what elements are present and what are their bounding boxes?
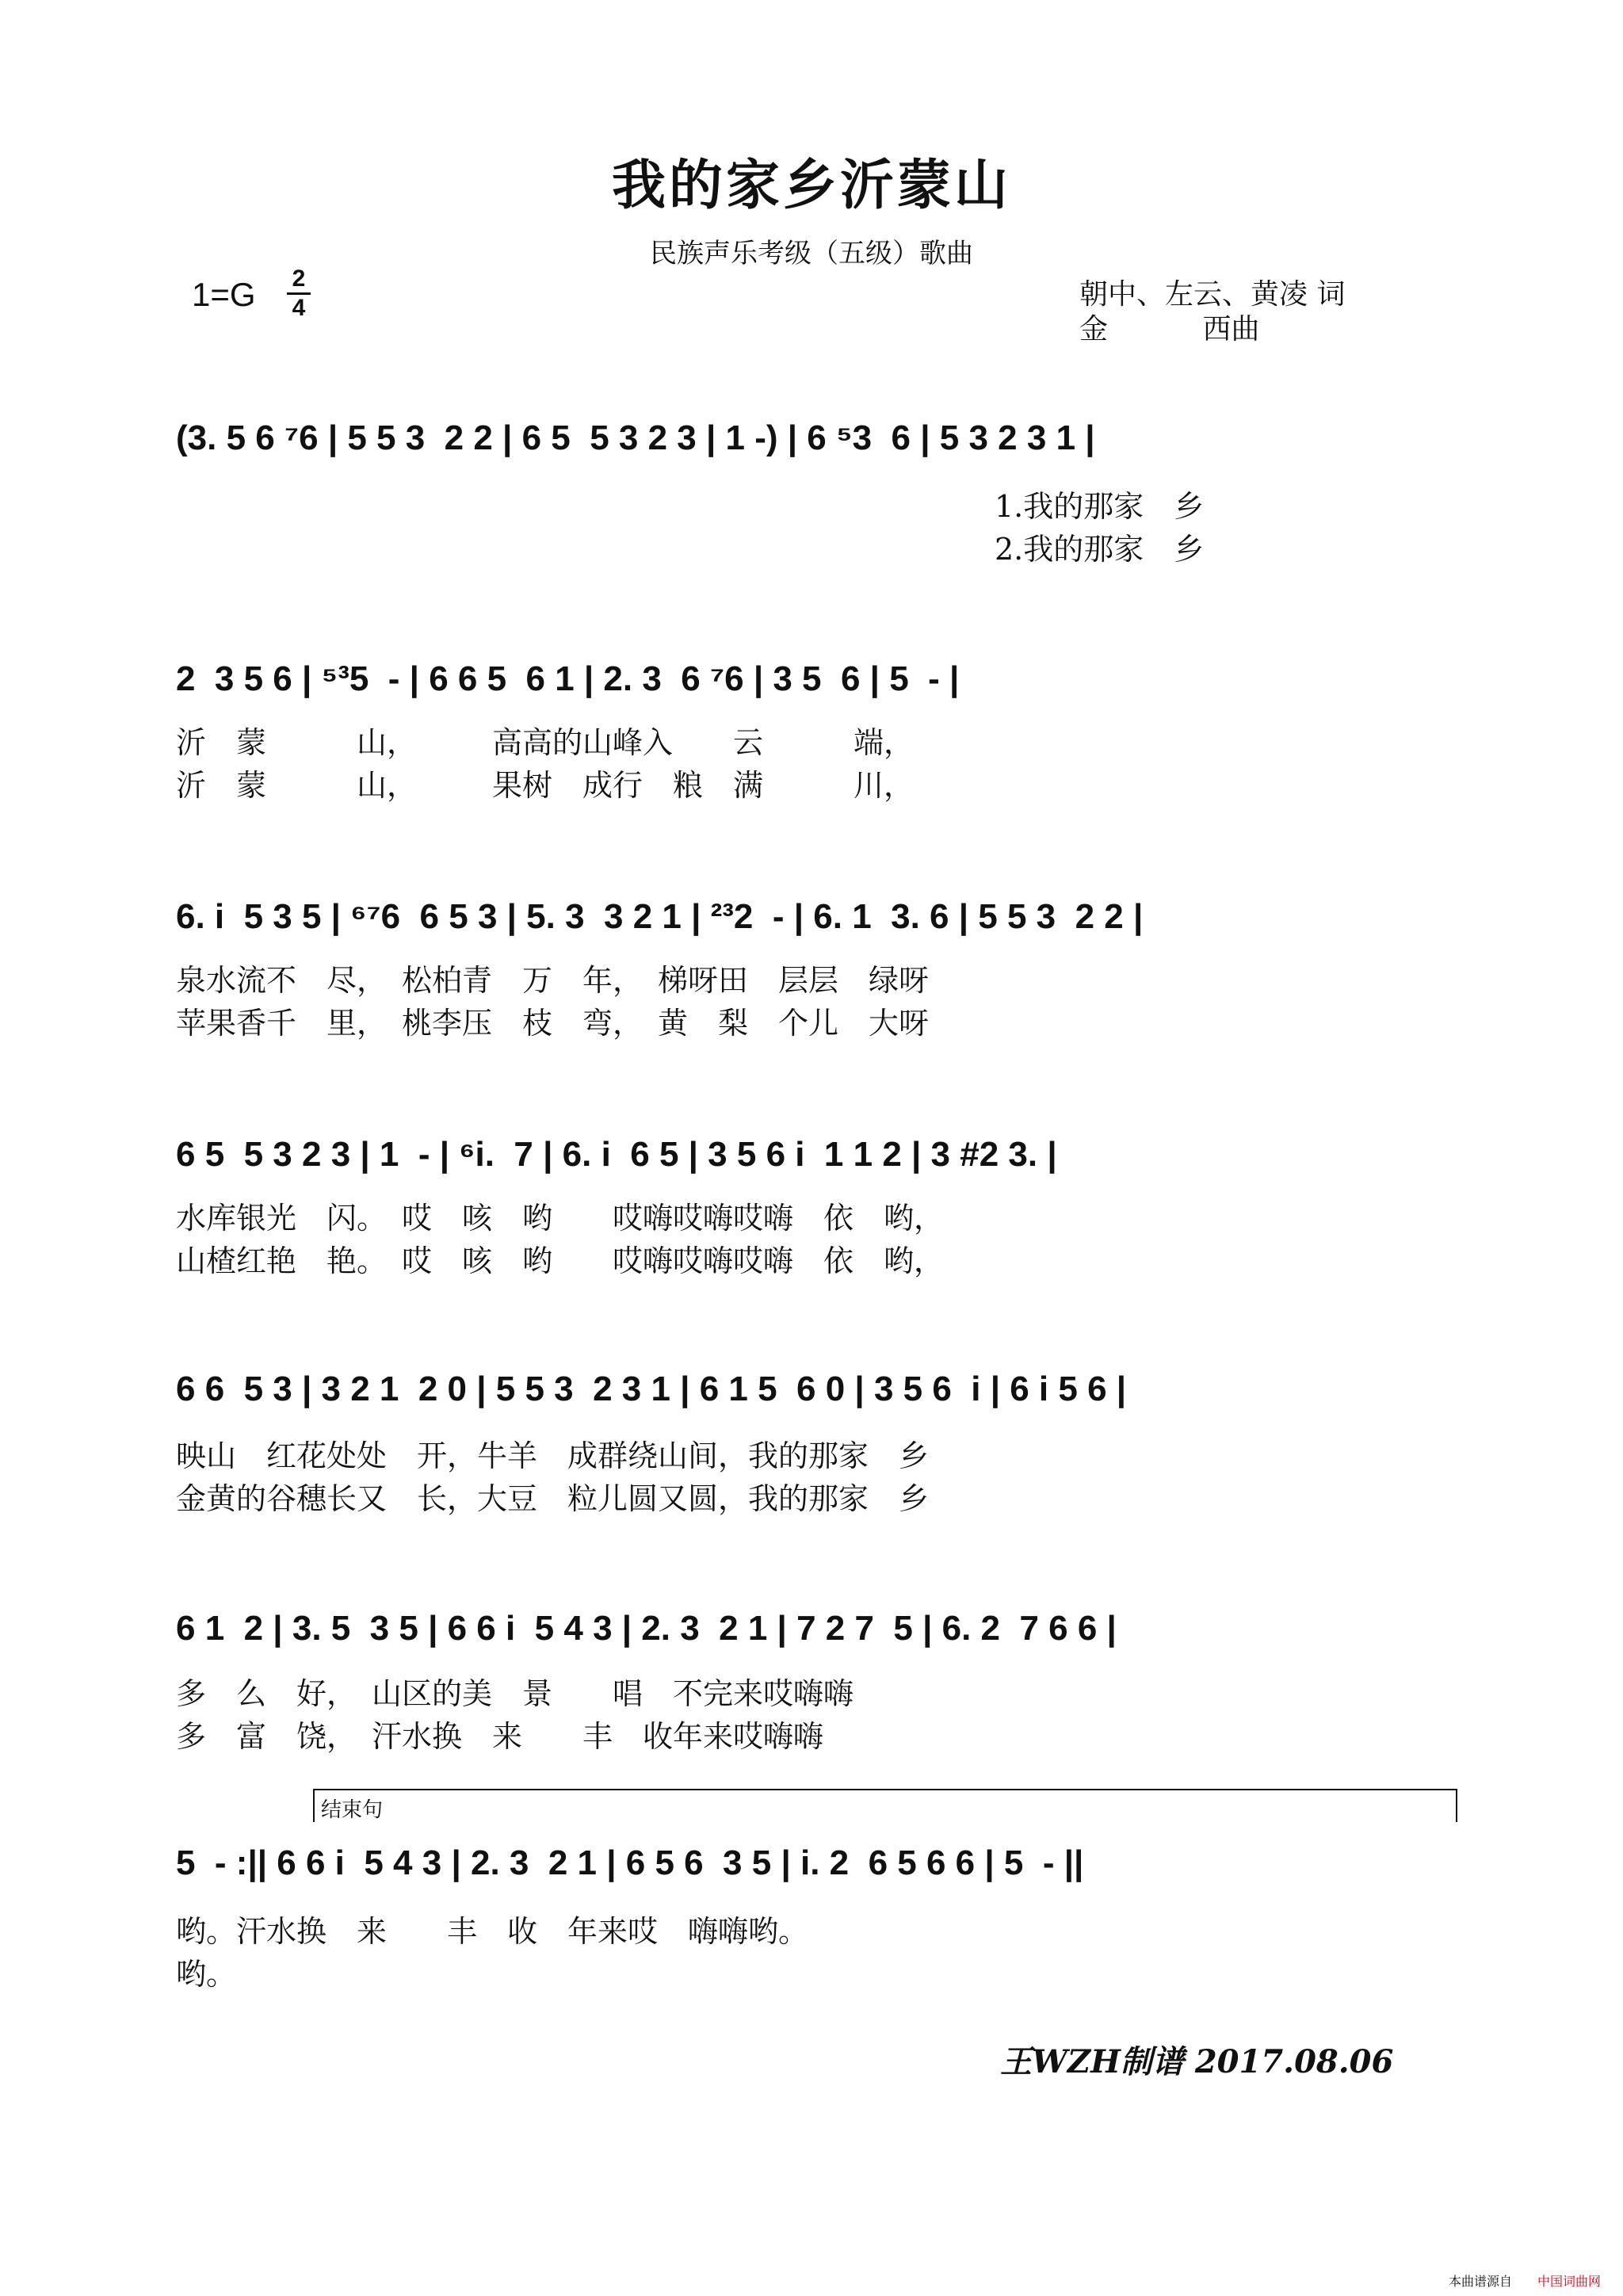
lyric-line-3a: 泉水流不 尽， 松柏青 万 年， 梯呀田 层层 绿呀 bbox=[176, 963, 930, 998]
lyricist: 朝中、左云、黄凌 词 bbox=[1079, 278, 1346, 311]
footer-source: 本曲谱源自 bbox=[1449, 2274, 1513, 2289]
composer: 金 西曲 bbox=[1079, 313, 1260, 346]
lyric-line-3b: 苹果香千 里， 桃李压 枝 弯， 黄 梨 个儿 大呀 bbox=[176, 1006, 930, 1041]
notation-line-5: 6 6 5 3 | 3 2 1 2 0 | 5 5 3 2 3 1 | 6 1 5 6 0 | 3 5 6 i | 6 i 5 6 | bbox=[176, 1370, 1127, 1408]
key-signature: 1=G bbox=[192, 276, 256, 313]
notation-line-1: (3. 5 6 ⁷6 | 5 5 3 2 2 | 6 5 5 3 2 3 | 1 -) | 6 ⁵3 6 | 5 3 2 3 1 | bbox=[176, 418, 1095, 457]
notation-line-6: 6 1 2 | 3. 5 3 5 | 6 6 i 5 4 3 | 2. 3 2 1 | 7 2 7 5 | 6. 2 7 6 6 | bbox=[176, 1609, 1117, 1648]
page-title: 我的家乡沂蒙山 bbox=[611, 154, 1011, 217]
lyric-line-6a: 多 么 好， 山区的美 景 唱 不完来哎嗨嗨 bbox=[176, 1676, 854, 1711]
lyric-line-5b: 金黄的谷穗长又 长，大豆 粒儿圆又圆，我的那家 乡 bbox=[176, 1481, 930, 1516]
lyric-line-1a: 1.我的那家 乡 bbox=[995, 489, 1205, 524]
footer-site-link[interactable]: 中国词曲网 bbox=[1537, 2274, 1602, 2289]
notation-line-2: 2 3 5 6 | ⁵³5 - | 6 6 5 6 1 | 2. 3 6 ⁷6 | 3 5 6 | 5 - | bbox=[176, 659, 960, 698]
page-subtitle: 民族声乐考级（五级）歌曲 bbox=[650, 238, 973, 269]
lyric-line-4a: 水库银光 闪。 哎 咳 哟 哎嗨哎嗨哎嗨 依 哟， bbox=[176, 1201, 945, 1236]
notation-line-3: 6. i 5 3 5 | ⁶⁷6 6 5 3 | 5. 3 3 2 1 | ²³2 - | 6. 1 3. 6 | 5 5 3 2 2 | bbox=[176, 897, 1144, 936]
lyric-line-5a: 映山 红花处处 开，牛羊 成群绕山间，我的那家 乡 bbox=[176, 1438, 930, 1473]
ending-label: 结束句 bbox=[321, 1798, 384, 1822]
credits bbox=[1079, 277, 1345, 347]
lyric-line-7b: 哟。 bbox=[176, 1957, 237, 1992]
lyric-line-1b: 2.我的那家 乡 bbox=[995, 532, 1205, 567]
notation-line-7: 5 - :|| 6 6 i 5 4 3 | 2. 3 2 1 | 6 5 6 3 5 | i. 2 6 5 6 6 | 5 - || bbox=[176, 1843, 1084, 1882]
lyric-line-7a: 哟。汗水换 来 丰 收 年来哎 嗨嗨哟。 bbox=[176, 1914, 809, 1949]
notation-line-4: 6 5 5 3 2 3 | 1 - | ⁶i. 7 | 6. i 6 5 | 3 5 6 i 1 1 2 | 3 #2 3. | bbox=[176, 1135, 1057, 1174]
lyric-line-2a: 沂 蒙 山， 高高的山峰入 云 端， bbox=[176, 725, 915, 760]
time-signature bbox=[287, 266, 311, 321]
lyric-line-6b: 多 富 饶， 汗水换 来 丰 收年来哎嗨嗨 bbox=[176, 1719, 824, 1754]
ending-bracket bbox=[313, 1789, 1457, 1822]
transcriber-signature: 王WZH制谱 2017.08.06 bbox=[1000, 2043, 1394, 2080]
lyric-line-2b: 沂 蒙 山， 果树 成行 粮 满 川， bbox=[176, 768, 915, 803]
time-bottom: 4 bbox=[292, 295, 306, 321]
lyric-line-4b: 山楂红艳 艳。 哎 咳 哟 哎嗨哎嗨哎嗨 依 哟， bbox=[176, 1244, 945, 1278]
time-top: 2 bbox=[292, 266, 306, 292]
